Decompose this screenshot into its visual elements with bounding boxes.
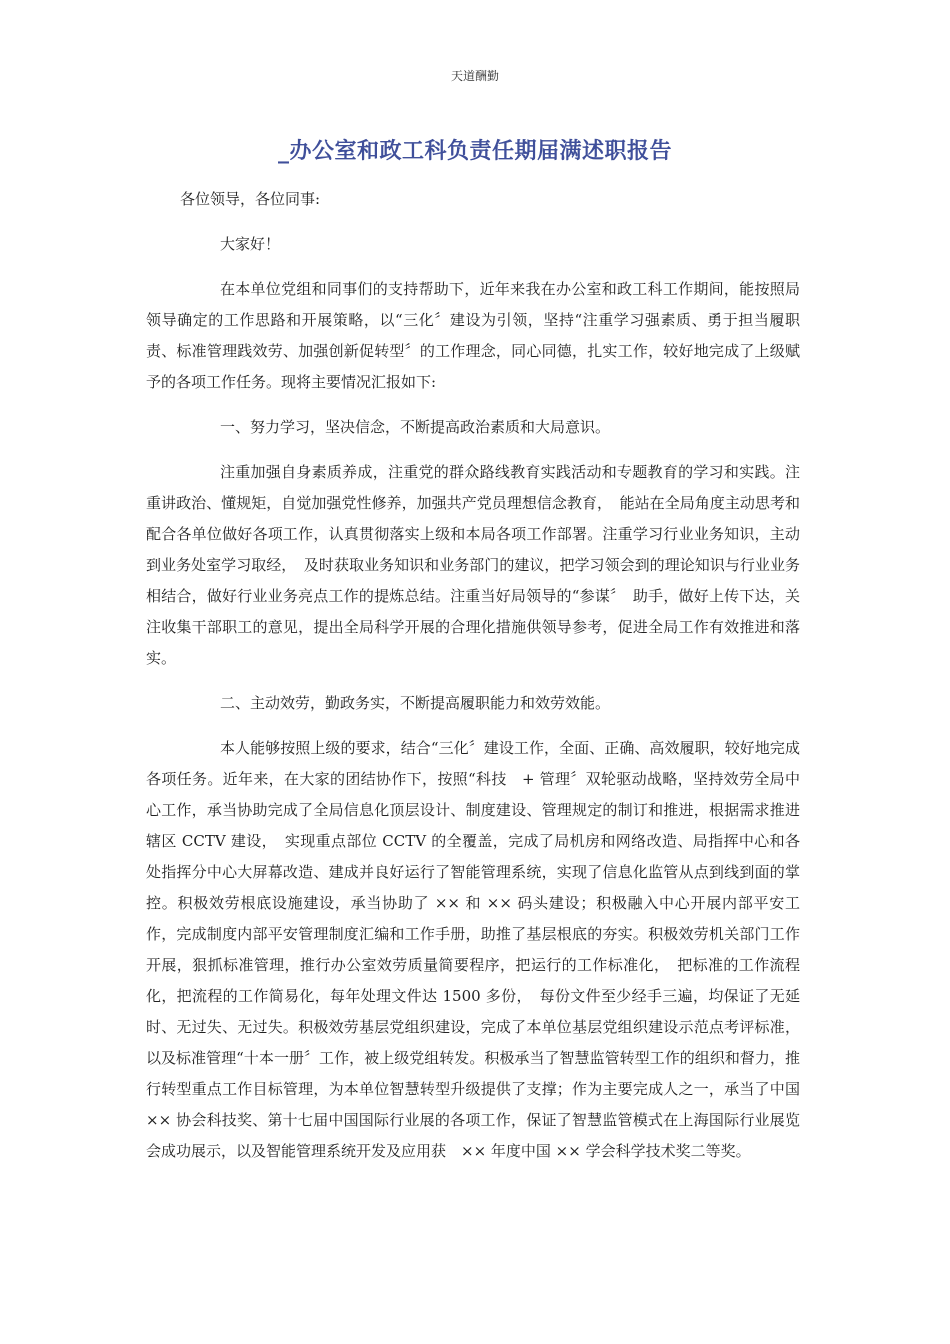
document-title: _办公室和政工科负责任期届满述职报告 [277,139,672,164]
section-1-paragraph: 注重加强自身素质养成，注重党的群众路线教育实践活动和专题教育的学习和实践。注重讲政治、懂规矩，自觉加强党性修养，加强共产党员理想信念教育， 能站在全局角度主动思考和配合各单位做好各项工作，认真贯彻落实上级和本局各项工作部署。注重学习行业业务知识，主动到业务处室学习取经， 及时获取业务知识和业务部门的建议，把学习领会到的理论知识与行业业务相结合，做好行业业务亮点工作的提炼总结。注重当好局领导的“参谋〞 助手，做好上传下达，关注收集干部职工的意见，提出全局科学开展的合理化措施供领导参考，促进全局工作有效推进和落实。 [146,463,800,667]
section-heading-2: 二、主动效劳，勤政务实，不断提高履职能力和效劳效能。 [220,694,611,712]
intro-paragraph: 在本单位党组和同事们的支持帮助下，近年来我在办公室和政工科工作期间，能按照局领导确定的工作思路和开展策略，以“三化〞建设为引领，坚持“注重学习强素质、勇于担当履职责、标准管理践效劳、加强创新促转型〞的工作理念，同心同德，扎实工作，较好地完成了上级赋予的各项工作任务。现将主要情况汇报如下: [146,280,800,391]
page-header: 天道酬勤 [450,69,499,83]
section-2-paragraph: 本人能够按照上级的要求，结合“三化〞建设工作，全面、正确、高效履职，较好地完成各项任务。近年来，在大家的团结协作下，按照“科技 + 管理〞双轮驱动战略，坚持效劳全局中心工作，承当协助完成了全局信息化顶层设计、制度建设、管理规定的制订和推进，根据需求推进辖区 CCTV 建设， 实现重点部位 CCTV 的全覆盖，完成了局机房和网络改造、局指挥中心和各处指挥分中心大屏幕改造、建成并良好运行了智能管理系统，实现了信息化监管从点到线到面的掌控。积极效劳根底设施建设，承当协助了 ×× 和 ×× 码头建设；积极融入中心开展内部平安工作，完成制度内部平安管理制度汇编和工作手册，助推了基层根底的夯实。积极效劳机关部门工作开展，狠抓标准管理，推行办公室效劳质量简要程序，把运行的工作标准化， 把标准的工作流程化，把流程的工作简易化，每年处理文件达 1500 多份， 每份文件至少经手三遍，均保证了无延时、无过失、无过失。积极效劳基层党组织建设，完成了本单位基层党组织建设示范点考评标准，以及标准管理“十本一册〞工作，被上级党组转发。积极承当了智慧监管转型工作的组织和督力，推行转型重点工作目标管理，为本单位智慧转型升级提供了支撑；作为主要完成人之一，承当了中国 ×× 协会科技奖、第十七届中国国际行业展的各项工作，保证了智慧监管模式在上海国际行业展览会成功展示，以及智能管理系统开发及应用获 ×× 年度中国 ×× 学会科学技术奖二等奖。 [146,739,800,1160]
greeting: 大家好！ [220,235,281,253]
section-heading-1: 一、努力学习，坚决信念，不断提高政治素质和大局意识。 [220,418,611,436]
salutation: 各位领导，各位同事: [180,190,321,208]
document-body [146,184,800,1167]
